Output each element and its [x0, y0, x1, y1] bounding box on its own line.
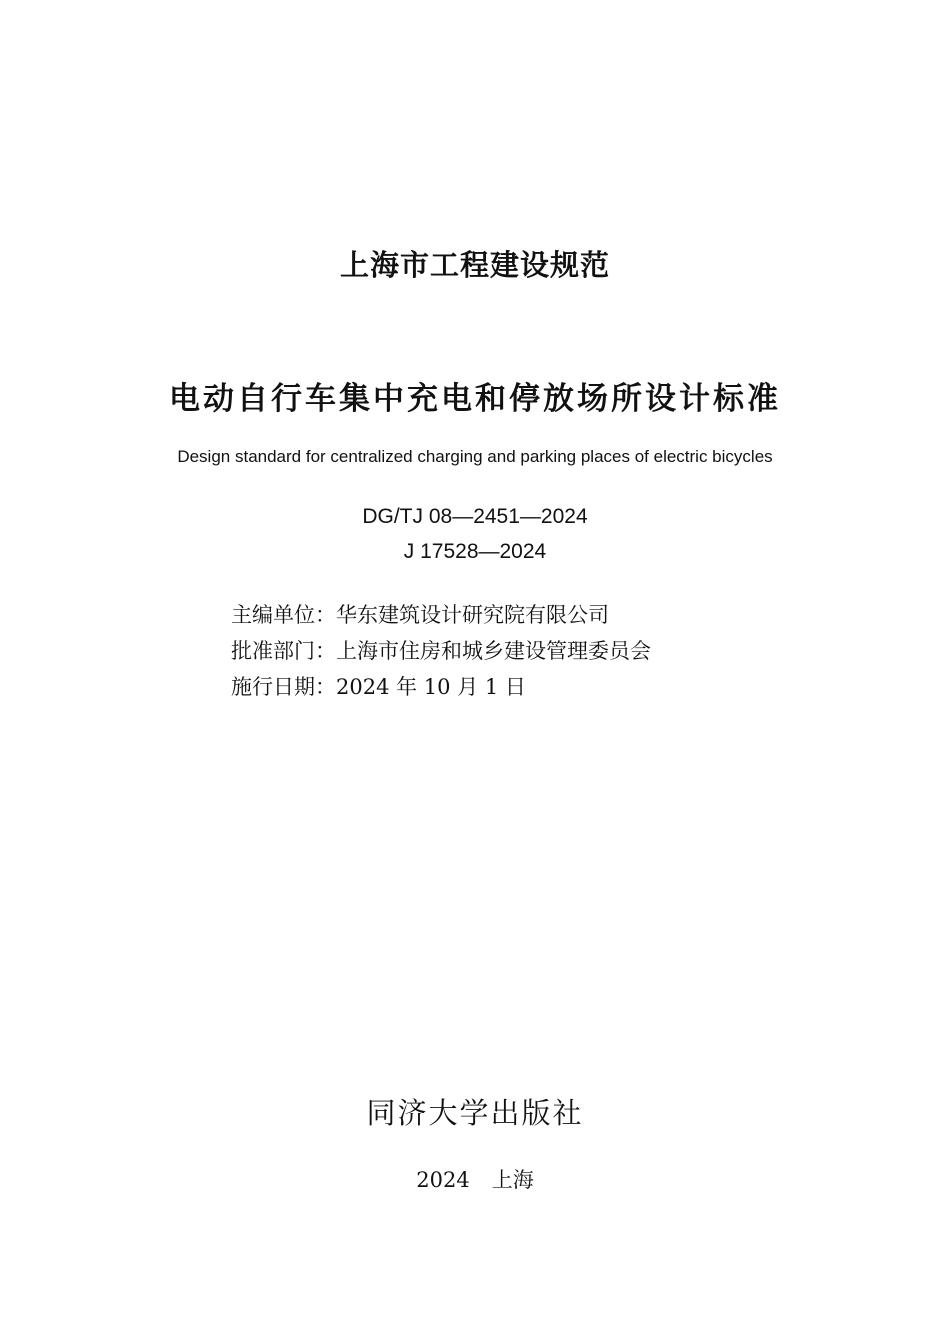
publisher: 同济大学出版社 — [366, 1096, 584, 1130]
imprint — [0, 1165, 950, 1195]
main-title: 电动自行车集中充电和停放场所设计标准 — [169, 381, 781, 417]
record-code: J 17528—2024 — [403, 540, 547, 563]
imprint-city: 上海 — [491, 1168, 534, 1192]
effective-date-line: 施行日期：2024 年 10 月 1 日 — [231, 675, 526, 699]
series-title: 上海市工程建设规范 — [339, 248, 610, 282]
english-title: Design standard for centralized charging and parking places of electric bicycles — [177, 447, 773, 466]
editor-line: 主编单位：华东建筑设计研究院有限公司 — [231, 603, 609, 627]
imprint-year: 2024 — [416, 1168, 470, 1192]
approver-line: 批准部门：上海市住房和城乡建设管理委员会 — [231, 639, 651, 663]
standard-code: DG/TJ 08—2451—2024 — [362, 505, 588, 528]
info-block — [231, 597, 651, 705]
